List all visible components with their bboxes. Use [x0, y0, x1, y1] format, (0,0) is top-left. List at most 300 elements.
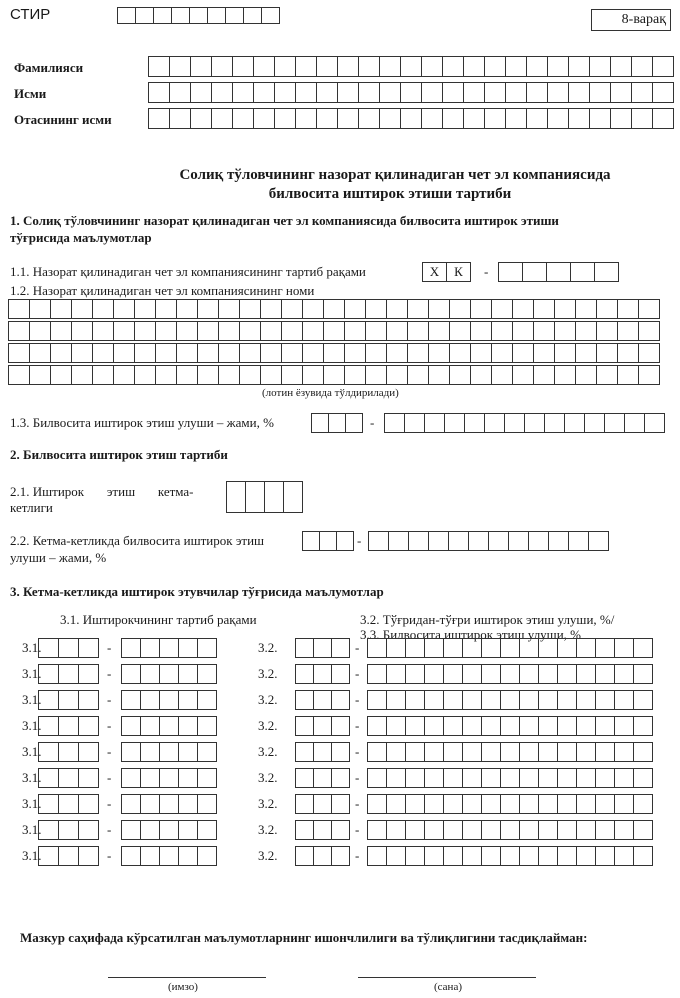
- input-cell[interactable]: [548, 56, 569, 77]
- input-cell[interactable]: [634, 664, 653, 684]
- share-int[interactable]: [295, 820, 350, 840]
- input-cell[interactable]: [160, 820, 179, 840]
- input-cell[interactable]: [590, 82, 611, 103]
- input-cell[interactable]: [191, 108, 212, 129]
- participant-order-a[interactable]: [38, 664, 99, 684]
- input-cell[interactable]: [30, 299, 51, 319]
- input-cell[interactable]: [30, 321, 51, 341]
- input-cell[interactable]: [529, 531, 549, 551]
- input-cell[interactable]: [303, 343, 324, 363]
- input-cell[interactable]: [135, 299, 156, 319]
- input-cell[interactable]: [408, 299, 429, 319]
- input-cell[interactable]: [444, 846, 463, 866]
- input-cell[interactable]: [577, 820, 596, 840]
- input-cell[interactable]: [368, 638, 387, 658]
- input-cell[interactable]: [177, 299, 198, 319]
- input-cell[interactable]: [605, 413, 625, 433]
- input-cell[interactable]: [618, 321, 639, 341]
- input-cell[interactable]: [122, 820, 141, 840]
- input-cell[interactable]: [59, 716, 79, 736]
- input-cell[interactable]: [240, 343, 261, 363]
- input-cell[interactable]: [284, 481, 303, 513]
- input-cell[interactable]: [254, 82, 275, 103]
- input-cell[interactable]: [314, 638, 332, 658]
- input-cell[interactable]: [520, 820, 539, 840]
- input-cell[interactable]: [639, 365, 660, 385]
- input-cell[interactable]: [444, 664, 463, 684]
- input-cell[interactable]: [589, 531, 609, 551]
- input-cell[interactable]: [634, 794, 653, 814]
- input-cell[interactable]: [653, 82, 674, 103]
- input-cell[interactable]: [79, 768, 99, 788]
- input-cell[interactable]: [525, 413, 545, 433]
- input-cell[interactable]: [368, 690, 387, 710]
- input-cell[interactable]: [425, 794, 444, 814]
- input-cell[interactable]: [39, 716, 59, 736]
- input-cell[interactable]: [597, 299, 618, 319]
- input-cell[interactable]: [198, 638, 217, 658]
- participant-order-b[interactable]: [121, 742, 217, 762]
- input-cell[interactable]: [338, 56, 359, 77]
- participant-order-a[interactable]: [38, 768, 99, 788]
- input-cell[interactable]: [405, 413, 425, 433]
- input-cell[interactable]: [463, 768, 482, 788]
- input-cell[interactable]: [244, 7, 262, 24]
- input-cell[interactable]: [79, 690, 99, 710]
- input-cell[interactable]: [492, 321, 513, 341]
- input-cell[interactable]: [634, 846, 653, 866]
- input-cell[interactable]: [332, 794, 350, 814]
- input-cell[interactable]: [569, 56, 590, 77]
- input-cell[interactable]: [558, 664, 577, 684]
- input-cell[interactable]: [569, 82, 590, 103]
- input-cell[interactable]: [141, 742, 160, 762]
- seq-share-int[interactable]: [302, 531, 354, 551]
- input-cell[interactable]: [261, 299, 282, 319]
- input-cell[interactable]: [368, 742, 387, 762]
- input-cell[interactable]: [387, 846, 406, 866]
- share-dec[interactable]: [367, 768, 653, 788]
- input-cell[interactable]: [520, 794, 539, 814]
- input-cell[interactable]: [122, 768, 141, 788]
- input-cell[interactable]: [114, 343, 135, 363]
- input-cell[interactable]: [406, 820, 425, 840]
- input-cell[interactable]: [233, 108, 254, 129]
- name-field[interactable]: [148, 82, 674, 103]
- input-cell[interactable]: [9, 321, 30, 341]
- input-cell[interactable]: [534, 321, 555, 341]
- input-cell[interactable]: [450, 365, 471, 385]
- input-cell[interactable]: [198, 742, 217, 762]
- input-cell[interactable]: [233, 82, 254, 103]
- input-cell[interactable]: [261, 321, 282, 341]
- input-cell[interactable]: [463, 690, 482, 710]
- input-cell[interactable]: [444, 638, 463, 658]
- input-cell[interactable]: [114, 299, 135, 319]
- total-share-dec[interactable]: [384, 413, 665, 433]
- input-cell[interactable]: [520, 716, 539, 736]
- share-int[interactable]: [295, 690, 350, 710]
- input-cell[interactable]: [160, 690, 179, 710]
- input-cell[interactable]: [282, 299, 303, 319]
- input-cell[interactable]: [179, 716, 198, 736]
- input-cell[interactable]: [523, 262, 547, 282]
- input-cell[interactable]: [296, 690, 314, 710]
- patronymic-field[interactable]: [148, 108, 674, 129]
- input-cell[interactable]: [149, 108, 170, 129]
- input-cell[interactable]: [324, 321, 345, 341]
- input-cell[interactable]: [387, 664, 406, 684]
- input-cell[interactable]: [345, 299, 366, 319]
- input-cell[interactable]: [482, 742, 501, 762]
- input-cell[interactable]: [558, 820, 577, 840]
- input-cell[interactable]: [501, 846, 520, 866]
- input-cell[interactable]: [312, 413, 329, 433]
- input-cell[interactable]: [39, 742, 59, 762]
- input-cell[interactable]: [611, 82, 632, 103]
- input-cell[interactable]: [79, 664, 99, 684]
- input-cell[interactable]: [359, 108, 380, 129]
- input-cell[interactable]: [79, 716, 99, 736]
- input-cell[interactable]: [332, 664, 350, 684]
- input-cell[interactable]: [464, 108, 485, 129]
- input-cell[interactable]: [485, 56, 506, 77]
- input-cell[interactable]: [492, 365, 513, 385]
- input-cell[interactable]: [450, 321, 471, 341]
- input-cell[interactable]: [558, 716, 577, 736]
- participant-order-a[interactable]: [38, 794, 99, 814]
- input-cell[interactable]: [156, 365, 177, 385]
- input-cell[interactable]: [449, 531, 469, 551]
- input-cell[interactable]: [359, 82, 380, 103]
- input-cell[interactable]: [506, 56, 527, 77]
- input-cell[interactable]: [265, 481, 284, 513]
- input-cell[interactable]: [444, 716, 463, 736]
- input-cell[interactable]: [179, 794, 198, 814]
- input-cell[interactable]: [9, 365, 30, 385]
- input-cell[interactable]: [513, 365, 534, 385]
- input-cell[interactable]: [59, 664, 79, 684]
- input-cell[interactable]: [527, 56, 548, 77]
- input-cell[interactable]: [482, 846, 501, 866]
- input-cell[interactable]: [198, 690, 217, 710]
- participant-order-a[interactable]: [38, 846, 99, 866]
- input-cell[interactable]: [380, 82, 401, 103]
- share-dec[interactable]: [367, 820, 653, 840]
- input-cell[interactable]: [577, 664, 596, 684]
- input-cell[interactable]: [79, 846, 99, 866]
- input-cell[interactable]: [368, 664, 387, 684]
- input-cell[interactable]: [198, 299, 219, 319]
- input-cell[interactable]: [198, 716, 217, 736]
- input-cell[interactable]: [160, 664, 179, 684]
- input-cell[interactable]: [425, 846, 444, 866]
- input-cell[interactable]: [296, 716, 314, 736]
- input-cell[interactable]: [190, 7, 208, 24]
- input-cell[interactable]: [179, 690, 198, 710]
- input-cell[interactable]: [136, 7, 154, 24]
- input-cell[interactable]: [93, 343, 114, 363]
- input-cell[interactable]: [317, 82, 338, 103]
- input-cell[interactable]: [303, 365, 324, 385]
- input-cell[interactable]: [240, 365, 261, 385]
- input-cell[interactable]: [141, 820, 160, 840]
- input-cell[interactable]: [547, 262, 571, 282]
- participant-order-b[interactable]: [121, 716, 217, 736]
- input-cell[interactable]: [179, 820, 198, 840]
- input-cell[interactable]: [149, 56, 170, 77]
- input-cell[interactable]: [443, 108, 464, 129]
- input-cell[interactable]: [329, 413, 346, 433]
- input-cell[interactable]: [422, 56, 443, 77]
- input-cell[interactable]: [463, 820, 482, 840]
- input-cell[interactable]: [539, 716, 558, 736]
- input-cell[interactable]: [471, 321, 492, 341]
- input-cell[interactable]: [198, 365, 219, 385]
- input-cell[interactable]: [558, 846, 577, 866]
- input-cell[interactable]: [387, 768, 406, 788]
- input-cell[interactable]: [282, 365, 303, 385]
- input-cell[interactable]: [296, 742, 314, 762]
- company-name-row-4[interactable]: [8, 365, 660, 385]
- input-cell[interactable]: [408, 365, 429, 385]
- input-cell[interactable]: [160, 742, 179, 762]
- input-cell[interactable]: [59, 820, 79, 840]
- input-cell[interactable]: [425, 638, 444, 658]
- input-cell[interactable]: [463, 846, 482, 866]
- share-int[interactable]: [295, 638, 350, 658]
- input-cell[interactable]: [324, 299, 345, 319]
- input-cell[interactable]: [198, 664, 217, 684]
- input-cell[interactable]: [368, 794, 387, 814]
- input-cell[interactable]: [596, 794, 615, 814]
- input-cell[interactable]: [425, 413, 445, 433]
- input-cell[interactable]: [482, 664, 501, 684]
- input-cell[interactable]: [303, 299, 324, 319]
- input-cell[interactable]: [314, 846, 332, 866]
- input-cell[interactable]: [314, 690, 332, 710]
- input-cell[interactable]: [59, 846, 79, 866]
- input-cell[interactable]: [565, 413, 585, 433]
- input-cell[interactable]: [51, 321, 72, 341]
- input-cell[interactable]: [208, 7, 226, 24]
- participant-order-a[interactable]: [38, 742, 99, 762]
- input-cell[interactable]: [611, 108, 632, 129]
- participant-order-b[interactable]: [121, 846, 217, 866]
- input-cell[interactable]: [577, 846, 596, 866]
- input-cell[interactable]: [429, 531, 449, 551]
- input-cell[interactable]: [555, 299, 576, 319]
- input-cell[interactable]: [596, 820, 615, 840]
- input-cell[interactable]: [369, 531, 389, 551]
- input-cell[interactable]: [30, 343, 51, 363]
- input-cell[interactable]: [406, 690, 425, 710]
- input-cell[interactable]: [261, 343, 282, 363]
- input-cell[interactable]: [596, 664, 615, 684]
- input-cell[interactable]: [645, 413, 665, 433]
- signature-line[interactable]: [108, 977, 266, 978]
- input-cell[interactable]: [141, 638, 160, 658]
- input-cell[interactable]: [406, 664, 425, 684]
- input-cell[interactable]: [615, 768, 634, 788]
- input-cell[interactable]: [368, 716, 387, 736]
- input-cell[interactable]: [482, 716, 501, 736]
- input-cell[interactable]: [160, 638, 179, 658]
- input-cell[interactable]: [227, 481, 246, 513]
- input-cell[interactable]: [618, 343, 639, 363]
- input-cell[interactable]: [577, 768, 596, 788]
- input-cell[interactable]: [314, 716, 332, 736]
- input-cell[interactable]: [332, 716, 350, 736]
- input-cell[interactable]: [513, 299, 534, 319]
- participant-order-b[interactable]: [121, 664, 217, 684]
- input-cell[interactable]: [429, 343, 450, 363]
- input-cell[interactable]: [135, 365, 156, 385]
- input-cell[interactable]: [324, 365, 345, 385]
- input-cell[interactable]: [444, 820, 463, 840]
- input-cell[interactable]: [51, 365, 72, 385]
- input-cell[interactable]: [408, 343, 429, 363]
- input-cell[interactable]: [141, 716, 160, 736]
- input-cell[interactable]: [596, 690, 615, 710]
- input-cell[interactable]: [141, 768, 160, 788]
- share-dec[interactable]: [367, 742, 653, 762]
- input-cell[interactable]: [368, 820, 387, 840]
- input-cell[interactable]: [501, 768, 520, 788]
- input-cell[interactable]: [422, 108, 443, 129]
- input-cell[interactable]: [506, 82, 527, 103]
- input-cell[interactable]: [79, 794, 99, 814]
- input-cell[interactable]: [611, 56, 632, 77]
- input-cell[interactable]: [198, 768, 217, 788]
- sequence-field[interactable]: [226, 481, 303, 513]
- input-cell[interactable]: [615, 716, 634, 736]
- input-cell[interactable]: [463, 638, 482, 658]
- input-cell[interactable]: [72, 321, 93, 341]
- input-cell[interactable]: [615, 742, 634, 762]
- input-cell[interactable]: [408, 321, 429, 341]
- input-cell[interactable]: [177, 321, 198, 341]
- input-cell[interactable]: [469, 531, 489, 551]
- input-cell[interactable]: [425, 716, 444, 736]
- input-cell[interactable]: [79, 742, 99, 762]
- input-cell[interactable]: [219, 321, 240, 341]
- input-cell[interactable]: [632, 56, 653, 77]
- input-cell[interactable]: [558, 742, 577, 762]
- input-cell[interactable]: [9, 299, 30, 319]
- input-cell[interactable]: [296, 846, 314, 866]
- participant-order-b[interactable]: [121, 690, 217, 710]
- input-cell[interactable]: [471, 343, 492, 363]
- input-cell[interactable]: [172, 7, 190, 24]
- input-cell[interactable]: [618, 299, 639, 319]
- input-cell[interactable]: [275, 56, 296, 77]
- input-cell[interactable]: [262, 7, 280, 24]
- input-cell[interactable]: [576, 299, 597, 319]
- input-cell[interactable]: [254, 108, 275, 129]
- company-name-row-2[interactable]: [8, 321, 660, 341]
- input-cell[interactable]: [314, 768, 332, 788]
- input-cell[interactable]: [482, 638, 501, 658]
- input-cell[interactable]: [501, 742, 520, 762]
- input-cell[interactable]: [539, 846, 558, 866]
- input-cell[interactable]: [463, 794, 482, 814]
- input-cell[interactable]: [653, 56, 674, 77]
- input-cell[interactable]: [179, 768, 198, 788]
- surname-field[interactable]: [148, 56, 674, 77]
- input-cell[interactable]: [505, 413, 525, 433]
- input-cell[interactable]: [296, 56, 317, 77]
- input-cell[interactable]: [380, 108, 401, 129]
- input-cell[interactable]: [240, 299, 261, 319]
- input-cell[interactable]: [317, 108, 338, 129]
- input-cell[interactable]: [346, 413, 363, 433]
- input-cell[interactable]: [596, 846, 615, 866]
- input-cell[interactable]: [465, 413, 485, 433]
- input-cell[interactable]: [577, 638, 596, 658]
- share-int[interactable]: [295, 794, 350, 814]
- share-dec[interactable]: [367, 716, 653, 736]
- input-cell[interactable]: [425, 690, 444, 710]
- input-cell[interactable]: [296, 664, 314, 684]
- input-cell[interactable]: [615, 820, 634, 840]
- input-cell[interactable]: [534, 365, 555, 385]
- input-cell[interactable]: [464, 82, 485, 103]
- input-cell[interactable]: [122, 690, 141, 710]
- input-cell[interactable]: [527, 82, 548, 103]
- input-cell[interactable]: [296, 768, 314, 788]
- total-share-int[interactable]: [311, 413, 363, 433]
- input-cell[interactable]: [314, 664, 332, 684]
- input-cell[interactable]: [520, 846, 539, 866]
- input-cell[interactable]: [338, 82, 359, 103]
- input-cell[interactable]: [135, 343, 156, 363]
- input-cell[interactable]: [93, 299, 114, 319]
- input-cell[interactable]: [482, 820, 501, 840]
- participant-order-a[interactable]: [38, 820, 99, 840]
- company-name-row-1[interactable]: [8, 299, 660, 319]
- input-cell[interactable]: [141, 846, 160, 866]
- input-cell[interactable]: [485, 82, 506, 103]
- input-cell[interactable]: [596, 768, 615, 788]
- input-cell[interactable]: [539, 638, 558, 658]
- input-cell[interactable]: [387, 742, 406, 762]
- input-cell[interactable]: [401, 82, 422, 103]
- input-cell[interactable]: [634, 768, 653, 788]
- input-cell[interactable]: [261, 365, 282, 385]
- input-cell[interactable]: [555, 343, 576, 363]
- input-cell[interactable]: [79, 638, 99, 658]
- input-cell[interactable]: [39, 768, 59, 788]
- input-cell[interactable]: [443, 56, 464, 77]
- input-cell[interactable]: [634, 820, 653, 840]
- participant-order-b[interactable]: [121, 820, 217, 840]
- input-cell[interactable]: [160, 716, 179, 736]
- participant-order-a[interactable]: [38, 690, 99, 710]
- input-cell[interactable]: [179, 742, 198, 762]
- input-cell[interactable]: [219, 365, 240, 385]
- input-cell[interactable]: [577, 716, 596, 736]
- input-cell[interactable]: [534, 299, 555, 319]
- input-cell[interactable]: [492, 299, 513, 319]
- share-int[interactable]: [295, 768, 350, 788]
- input-cell[interactable]: [156, 343, 177, 363]
- input-cell[interactable]: [596, 716, 615, 736]
- input-cell[interactable]: [303, 531, 320, 551]
- input-cell[interactable]: [615, 664, 634, 684]
- input-cell[interactable]: [177, 343, 198, 363]
- input-cell[interactable]: [177, 365, 198, 385]
